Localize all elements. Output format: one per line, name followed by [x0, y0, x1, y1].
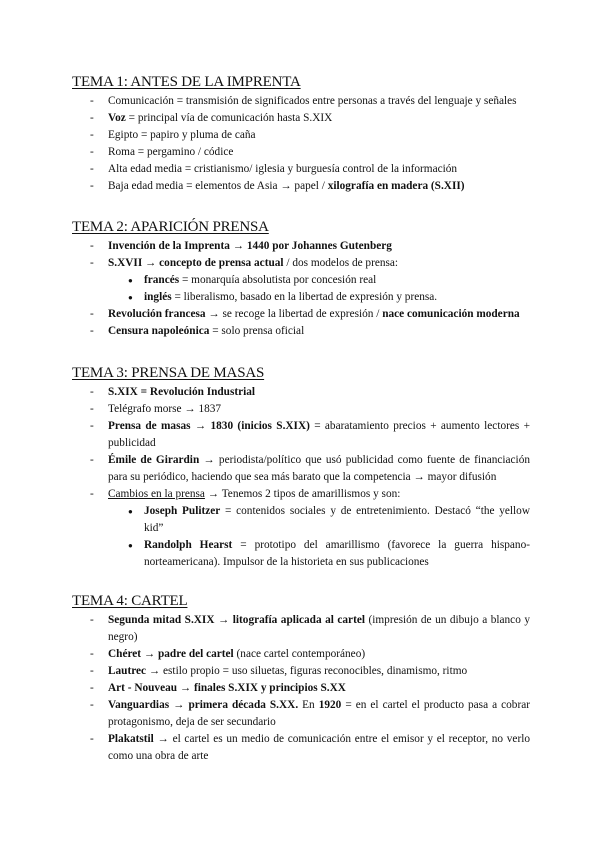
- sub-list-item: ● Randolph Hearst = prototipo del amarillismo (favorece la guerra hispano-norteamericana). Impulsor de la historieta en sus publicaciones: [108, 537, 530, 571]
- section-title: TEMA 4: CARTEL: [72, 593, 188, 609]
- list-item: - Plakatstil → el cartel es un medio de comunicación entre el emisor y el receptor, no verlo como una obra de arte: [72, 731, 530, 765]
- section-title: TEMA 1: ANTES DE LA IMPRENTA: [72, 74, 301, 90]
- list-item: - S.XIX = Revolución Industrial: [72, 384, 530, 401]
- list-item: - Émile de Girardin → periodista/político que usó publicidad como fuente de financiación para su periódico, haciendo que sea más barato que la competencia → mayor difusión: [72, 452, 530, 486]
- sub-list-item: ● francés = monarquía absolutista por concesión real: [108, 272, 530, 289]
- section-title: TEMA 2: APARICIÓN PRENSA: [72, 219, 269, 235]
- section-tema-3: [72, 364, 530, 571]
- list-item: - Comunicación = transmisión de significados entre personas a través del lenguaje y señales: [72, 93, 530, 110]
- sub-list: [108, 272, 530, 306]
- bullet-list: [72, 93, 530, 195]
- list-item: - Roma = pergamino / códice: [72, 144, 530, 161]
- list-item: - Lautrec → estilo propio = uso siluetas, figuras reconocibles, dinamismo, ritmo: [72, 663, 530, 680]
- list-item: - Censura napoleónica = solo prensa oficial: [72, 323, 530, 340]
- list-item: - Vanguardias → primera década S.XX. En 1920 = en el cartel el producto pasa a cobrar protagonismo, deja de ser secundario: [72, 697, 530, 731]
- list-item: - Art - Nouveau → finales S.XIX y principios S.XX: [72, 680, 530, 697]
- section-tema-2: [72, 218, 530, 340]
- bullet-list: [72, 238, 530, 340]
- list-item: - Telégrafo morse → 1837: [72, 401, 530, 418]
- sub-list-item: ● Joseph Pulitzer = contenidos sociales y de entretenimiento. Destacó “the yellow kid”: [108, 503, 530, 537]
- list-item: - Revolución francesa → se recoge la libertad de expresión / nace comunicación moderna: [72, 306, 530, 323]
- list-item: - Segunda mitad S.XIX → litografía aplicada al cartel (impresión de un dibujo a blanco y negro): [72, 612, 530, 646]
- list-item: - Baja edad media = elementos de Asia → papel / xilografía en madera (S.XII): [72, 178, 530, 195]
- sub-list-item: ● inglés = liberalismo, basado en la libertad de expresión y prensa.: [108, 289, 530, 306]
- list-item: - Cambios en la prensa → Tenemos 2 tipos de amarillismos y son: ● Joseph Pulitzer = contenidos sociales y de entretenimiento. Destacó “the yellow kid” ● Randolph Hearst = prototipo del amarillismo (favorece la guerra hispano-norteamericana). Impulsor de la historieta en sus publicaciones: [72, 486, 530, 571]
- list-item: - Invención de la Imprenta → 1440 por Johannes Gutenberg: [72, 238, 530, 255]
- section-tema-1: [72, 73, 530, 195]
- section-title: TEMA 3: PRENSA DE MASAS: [72, 365, 265, 381]
- list-item: - Egipto = papiro y pluma de caña: [72, 127, 530, 144]
- list-item: - Prensa de masas → 1830 (inicios S.XIX) = abaratamiento precios + aumento lectores + publicidad: [72, 418, 530, 452]
- list-item: - Chéret → padre del cartel (nace cartel contemporáneo): [72, 646, 530, 663]
- bullet-list: [72, 384, 530, 571]
- bullet-list: [72, 612, 530, 765]
- list-item: - S.XVII → concepto de prensa actual / dos modelos de prensa: ● francés = monarquía absolutista por concesión real ● inglés = liberalismo, basado en la libertad de expresión y prensa.: [72, 255, 530, 306]
- list-item: - Voz = principal vía de comunicación hasta S.XIX: [72, 110, 530, 127]
- section-tema-4: [72, 592, 530, 765]
- list-item: - Alta edad media = cristianismo/ iglesia y burguesía control de la información: [72, 161, 530, 178]
- sub-list: [108, 503, 530, 571]
